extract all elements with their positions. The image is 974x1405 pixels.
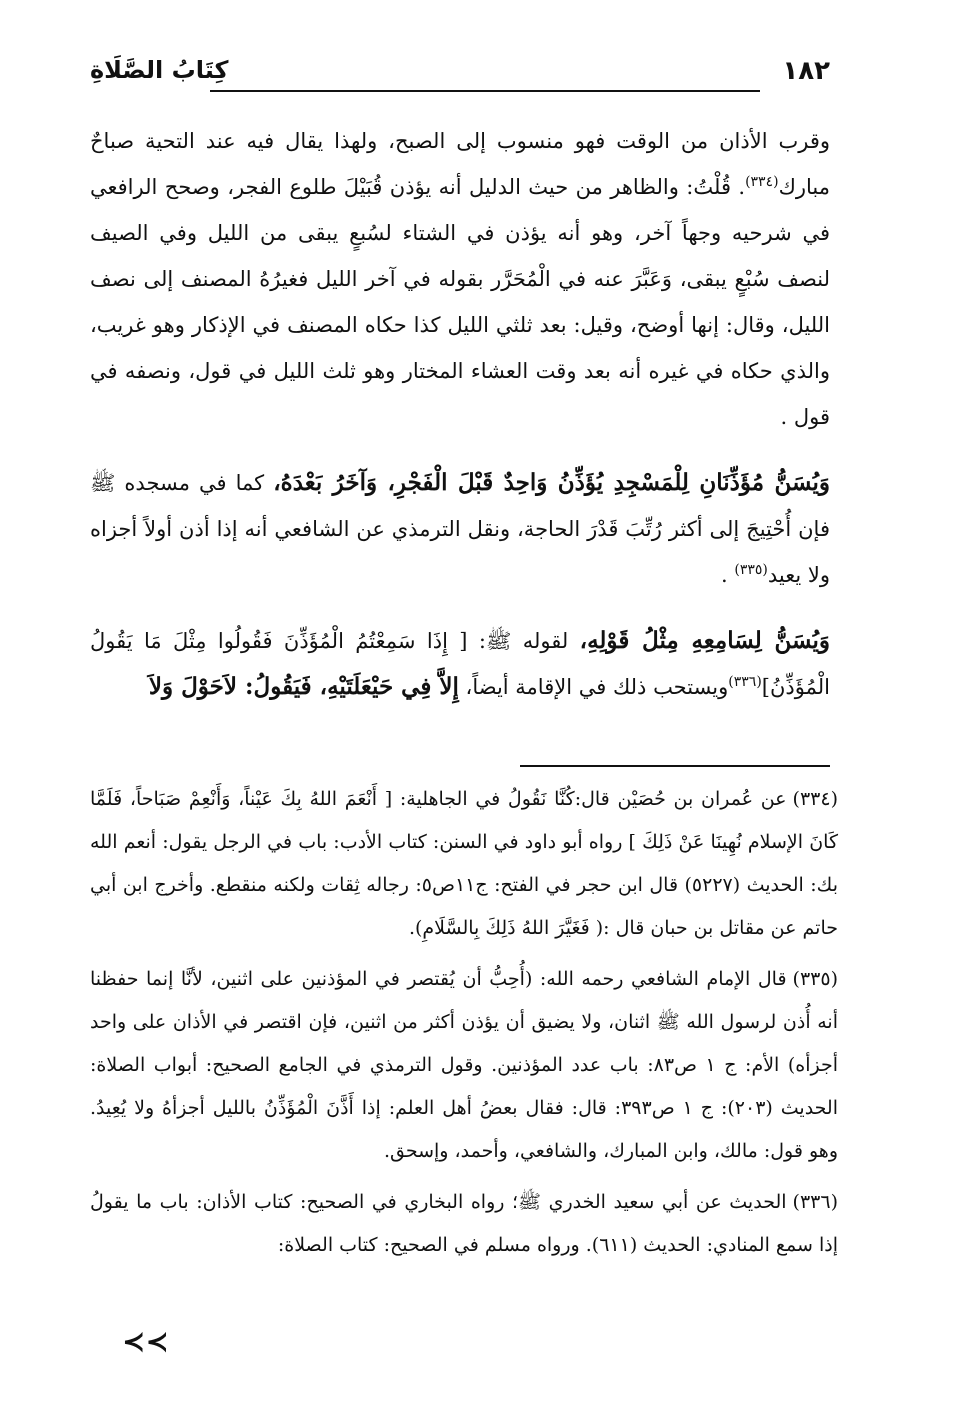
footnote-text: قال الإمام الشافعي رحمه الله: (أُحِبُّ أن يُقتصر في المؤذنين على اثنين، لأنَّا إنما حفظنا أنه أُذن لرسول الله ﷺ اثنان، ولا يضيق أن يؤذن أكثر من اثنين، فإن اقتصر في الأذان على واحد أجزأه) الأم: ج ١ ص٨٣: باب عدد المؤذنين. وقول الترمذي في الجامع الصحيح: أبواب الصلاة: الحديث (٢٠٣): ج ١ ص٣٩٣: قال: فقال بعضُ أهل العلم: إذا أَذَّنَ الْمُؤَذِّنُ بالليل أجزأهُ ولا يُعِيدُ. وهو قول: مالك، وابن المبارك، والشافعي، وأحمد، وإسحق.: [90, 968, 838, 1162]
paragraph-1: [90, 118, 830, 440]
paragraph-3: [90, 618, 830, 710]
footnote-ref-336: (٣٣٦): [728, 674, 762, 690]
continuation-mark: ≺≺: [122, 1325, 169, 1358]
paragraph-3-text-a: لقوله ﷺ: [ إِذَا سَمِعْتُمُ الْمُؤَذِّنَ فَقُولُوا مِثْلَ مَا يَقُولُ الْمُؤَذِّنُ]: [90, 629, 830, 699]
footnote-ref-334: (٣٣٤): [745, 174, 779, 190]
footnote-number: (٣٣٥): [792, 968, 838, 990]
paragraph-1-text-b: . قُلْتُ: والظاهر من حيث الدليل أنه يؤذن قُبَيْلَ طلوع الفجر، وصحح الرافعي في شرحيه وجهاً آخر، وهو أنه يؤذن في الشتاء لسُبعٍ يبقى من الليل وفي الصيف لنصف سُبْعٍ يبقى، وَعَبَّرَ عنه في الْمُحَرَّر بقوله في آخر الليل فغيرُهُ المصنف إلى نصف الليل، وقال: إنها أوضح، وقيل: بعد ثلثي الليل كذا حكاه المصنف في الإذكار وهو غريب، والذي حكاه في غيره أنه بعد وقت العشاء المختار وهو ثلث الليل في قول، ونصفه في قول .: [90, 175, 830, 429]
book-title: كِتَابُ الصَّلَاةِ: [90, 56, 229, 84]
footnote-text: الحديث عن أبي سعيد الخدري ﷺ؛ رواه البخاري في الصحيح: كتاب الأذان: باب ما يقولُ إذا سمع المنادي: الحديث (٦١١). ورواه مسلم في الصحيح: كتاب الصلاة:: [90, 1191, 838, 1256]
footnotes-section: [90, 778, 838, 1267]
matn-text-2: وَيُسَنُّ مُؤَذِّنَانِ لِلْمَسْجِدِ يُؤَذِّنُ وَاحِدٌ قَبْلَ الْفَجْرِ، وَآخَرُ بَعْدَهُ،: [273, 469, 830, 496]
footnote-336: [90, 1181, 838, 1267]
paragraph-2-end: .: [721, 563, 735, 587]
footnote-number: (٣٣٤): [792, 788, 838, 810]
paragraph-2: [90, 460, 830, 598]
matn-text-3b: إِلاَّ فِي حَيْعَلَتَيْهِ، فَيَقُولُ: لاَحَوْلَ وَلاَ: [148, 673, 459, 700]
footnote-334: [90, 778, 838, 950]
main-text: [90, 118, 830, 710]
page-header: [90, 56, 830, 96]
page-number: ١٨٢: [782, 56, 830, 86]
footnote-335: [90, 958, 838, 1173]
paragraph-1-text-a: وقرب الأذان من الوقت فهو منسوب إلى الصبح، ولهذا يقال فيه عند التحية صباحٌ مبارك: [90, 129, 830, 199]
paragraph-3-text-b: ويستحب ذلك في الإقامة أيضاً،: [458, 675, 729, 699]
footnote-text: عن عُمران بن حُصَيْن قال:كُنَّا نَقُولُ في الجاهلية: [ أَنْعَمَ اللهُ بِكَ عَيْناً، وَأَنْعِمْ صَبَاحاً، فَلَمَّا كَانَ الإسلام نُهِينَا عَنْ ذَلِكَ ] رواه أبو داود في السنن: كتاب الأدب: باب في الرجل يقول: أنعم الله بك: الحديث (٥٢٢٧) قال ابن حجر في الفتح: ج١١ص٥: رجاله ثِقات ولكنه منقطع. وأخرج ابن أبي حاتم عن مقاتل بن حبان قال :( فَغَيَّرَ اللهُ ذَلِكَ بِالسَّلَامِ).: [90, 788, 838, 939]
matn-text-3: وَيُسَنُّ لِسَامِعِهِ مِثْلُ قَوْلِهِ،: [579, 627, 831, 654]
paragraph-2-text: كما في مسجده ﷺ فإن أُحْتِيجَ إلى أكثر رُتِّبَ قَدْرَ الحاجة، ونقل الترمذي عن الشافعي أنه إذا أذن أولاً أجزاه ولا يعيد: [90, 471, 830, 587]
footnote-separator: [520, 765, 830, 767]
header-rule: [210, 90, 760, 92]
footnote-number: (٣٣٦): [792, 1191, 838, 1213]
footnote-ref-335: (٣٣٥): [734, 562, 768, 578]
